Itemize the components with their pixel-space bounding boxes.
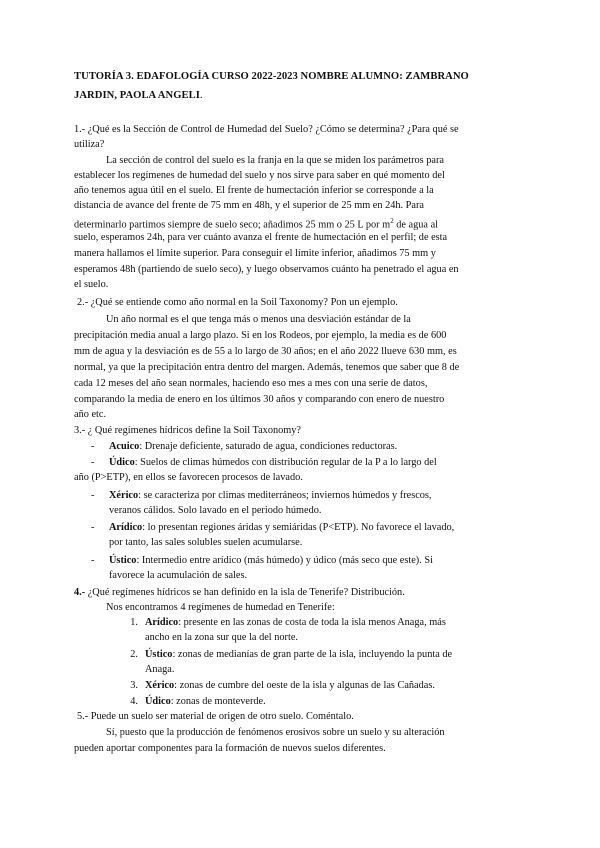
q1-answer-text: de agua al [393, 219, 438, 231]
q3-item-ustico [109, 553, 433, 568]
definition: : Intermedio entre arídico (más húmedo) y údico (más seco que este). Si [136, 555, 433, 566]
list-dash: - [91, 490, 95, 501]
q2-answer-line: comparando la media de enero en los últimos 30 años y comparando con enero de nuestro [74, 394, 445, 405]
definition: : presente en las zonas de costa de toda la isla menos Anaga, más [178, 617, 446, 628]
q2-answer-line: normal, ya que la precipitación entra dentro del margen. Además, tenemos que saber que 8 de [74, 362, 460, 373]
q3-item-udico-cont: año (P>ETP), en ellos se favorecen procesos de lavado. [74, 472, 303, 483]
list-number: 4. [130, 696, 138, 707]
q4-number: 4.- [74, 587, 86, 598]
definition: : zonas de cumbre del oeste de la isla y algunas de las Cañadas. [174, 680, 435, 691]
q2-question: 2.- ¿Qué se entiende como año normal en la Soil Taxonomy? Pon un ejemplo. [77, 297, 398, 308]
term: Xérico [145, 680, 175, 691]
list-dash: - [91, 441, 95, 452]
q3-item-ustico-cont: favorece la acumulación de sales. [109, 570, 248, 581]
term: Údico [145, 696, 171, 707]
term: Ústico [109, 555, 137, 566]
q3-item-udico [109, 455, 437, 470]
term: Arídico [109, 522, 143, 533]
q4-question-text: ¿Qué regímenes hídricos se han definido en la isla de Tenerife? Distribución. [85, 587, 405, 598]
q1-answer-line: esperamos 48h (partiendo de suelo seco), y luego observamos cuánto ha penetrado el agua en [74, 264, 459, 275]
q4-item-ustico-cont: Anaga. [145, 664, 175, 675]
q4-intro: Nos encontramos 4 regímenes de humedad en Tenerife: [106, 602, 335, 613]
q4-item-aridico [145, 615, 446, 630]
document-title-line-2 [74, 88, 203, 103]
q5-answer-line: pueden aportar componentes para la formación de nuevos suelos diferentes. [74, 743, 386, 754]
q3-item-aridico [109, 520, 454, 535]
term: Ústico [145, 649, 173, 660]
term: Arídico [145, 617, 179, 628]
definition: : zonas de medianías de gran parte de la isla, incluyendo la punta de [172, 649, 453, 660]
q4-item-aridico-cont: ancho en la zona sur que la del norte. [145, 632, 298, 643]
q4-item-xerico [145, 678, 435, 693]
q5-answer-line: Sí, puesto que la producción de fenómenos erosivos sobre un suelo y su alteración [106, 727, 445, 738]
list-dash: - [91, 522, 95, 533]
q5-question: 5.- Puede un suelo ser material de origen de otro suelo. Coméntalo. [77, 711, 354, 722]
term: Acuico [109, 441, 140, 452]
term: Xérico [109, 490, 139, 501]
q2-answer-line: cada 12 meses del año sean normales, haciendo eso mes a mes con una serie de datos, [74, 378, 428, 389]
q2-answer-line: año etc. [74, 409, 107, 420]
q4-item-ustico [145, 647, 452, 662]
term: Údico [109, 457, 135, 468]
title-period: . [199, 90, 203, 101]
list-dash: - [91, 457, 95, 468]
definition: : Suelos de climas húmedos con distribución regular de la P a lo largo del [134, 457, 437, 468]
document-title-line-1: TUTORÍA 3. EDAFOLOGÍA CURSO 2022-2023 NOMBRE ALUMNO: ZAMBRANO [74, 71, 469, 82]
q1-answer-line: el suelo. [74, 279, 109, 290]
definition: : se caracteriza por climas mediterráneos; inviernos húmedos y frescos, [138, 490, 432, 501]
q1-answer-line: establecer los regímenes de humedad del suelo y nos sirve para saber en qué momento del [74, 170, 445, 181]
q1-answer-line: suelo, esperamos 24h, para ver cuánto avanza el frente de humectación en el perfil; de esta [74, 232, 448, 243]
q1-answer-line: La sección de control del suelo es la franja en la que se miden los parámetros para [106, 155, 444, 166]
q1-answer-line: manera hallamos el límite superior. Para conseguir el límite inferior, añadimos 75 mm y [74, 248, 436, 259]
list-number: 1. [130, 617, 138, 628]
definition: : lo presentan regiones áridas y semiáridas (P<ETP). No favorece el lavado, [142, 522, 455, 533]
superscript-2: 2 [390, 217, 394, 225]
q1-question-line-2: utiliza? [74, 139, 105, 150]
definition: : zonas de monteverde. [170, 696, 266, 707]
q4-item-udico [145, 694, 266, 709]
q3-item-aridico-cont: por tanto, las sales solubles suelen acumularse. [109, 537, 303, 548]
q1-answer-text: determinarlo partimos siempre de suelo seco; añadimos 25 mm o 25 L por m [74, 219, 391, 231]
q2-answer-line: mm de agua y la desviación es de 55 a lo largo de 30 años; en el año 2022 llueve 630 mm, es [74, 346, 457, 357]
q4-question [74, 585, 405, 600]
q1-answer-line: año tenemos agua útil en el suelo. El frente de humectación inferior se corresponde a la [74, 185, 434, 196]
q1-question-line-1: 1.- ¿Qué es la Sección de Control de Humedad del Suelo? ¿Cómo se determina? ¿Para qué se [74, 124, 459, 135]
list-number: 2. [130, 649, 138, 660]
q2-answer-line: Un año normal es el que tenga más o menos una desviación estándar de la [106, 314, 411, 325]
q3-question: 3.- ¿ Qué regímenes hídricos define la Soil Taxonomy? [74, 425, 301, 436]
student-name: JARDIN, PAOLA ANGELI [74, 90, 200, 101]
q2-answer-line: precipitación media anual a largo plazo. Si en los Rodeos, por ejemplo, la media es de 600 [74, 330, 447, 341]
q1-answer-line: distancia de avance del frente de 75 mm en 48h, y el superior de 25 mm en 24h. Para [74, 200, 424, 211]
q3-item-acuico [109, 439, 397, 454]
q3-item-xerico [109, 488, 432, 503]
definition: : Drenaje deficiente, saturado de agua, condiciones reductoras. [139, 441, 398, 452]
q3-item-xerico-cont: veranos cálidos. Solo lavado en el periodo húmedo. [109, 505, 322, 516]
list-number: 3. [130, 680, 138, 691]
list-dash: - [91, 555, 95, 566]
